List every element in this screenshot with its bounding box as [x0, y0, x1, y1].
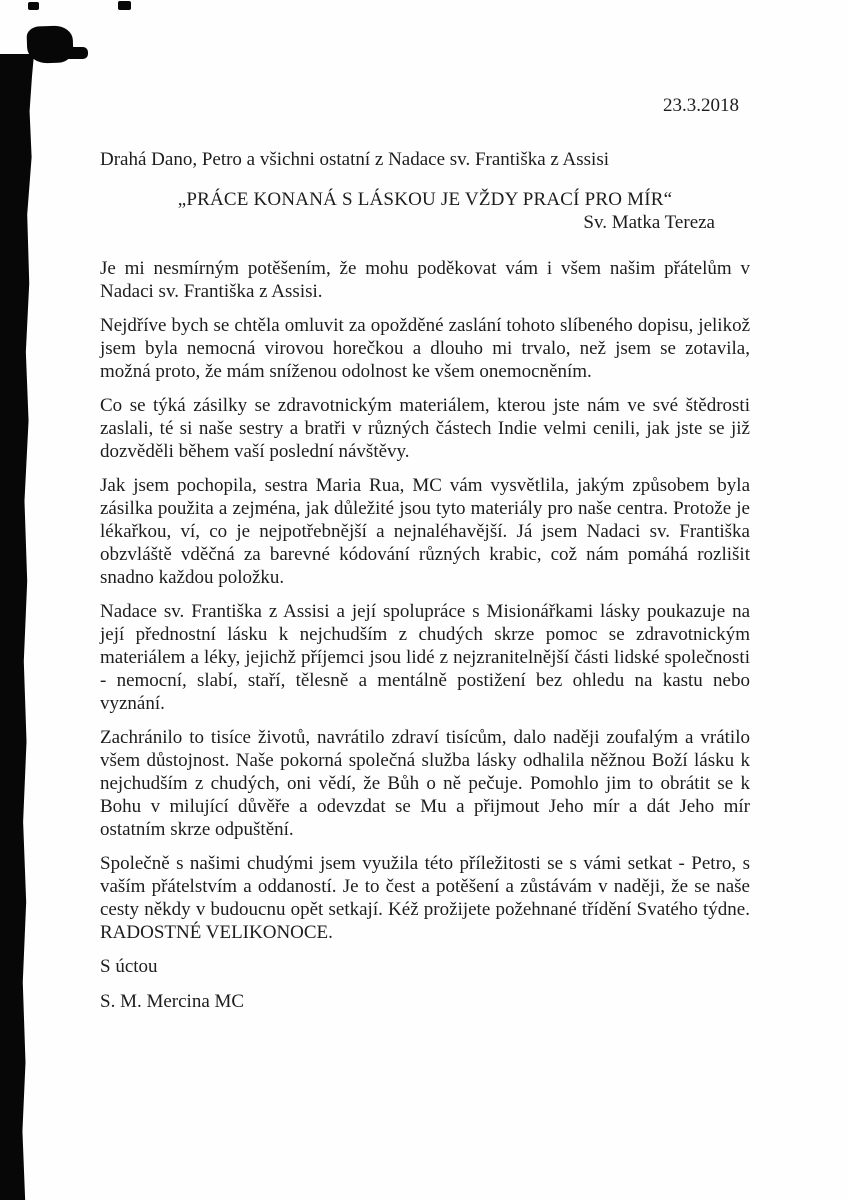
letter-signature: S. M. Mercina MC — [100, 991, 245, 1012]
scan-ink-blob — [44, 47, 88, 59]
letter-quote: „PRÁCE KONANÁ S LÁSKOU JE VŽDY PRACÍ PRO MÍR“ — [177, 189, 673, 210]
letter-paragraph-2: Nejdříve bych se chtěla omluvit za opožděné zaslání tohoto slíbeného dopisu, jelikož jsem byla nemocná virovou horečkou a dlouho mi trvalo, než jsem se zotavila, možná proto, že mám sníženou odolnost ke všem onemocněním. — [100, 315, 750, 382]
letter-paragraph-6: Zachránilo to tisíce životů, navrátilo zdraví tisícům, dalo naději zoufalým a vrátilo všem důstojnost. Naše pokorná společná služba lásky odhalila něžnou Boží lásku k nejchudším z chudých, oni vědí, že Bůh o ně pečuje. Pomohlo jim to obrátit se k Bohu v milující důvěře a odevzdat se Mu a přijmout Jeho mír a dát Jeho mír ostatním skrze odpuštění. — [100, 727, 750, 840]
letter-salutation: Drahá Dano, Petro a všichni ostatní z Nadace sv. Františka z Assisi — [100, 149, 610, 170]
letter-paragraph-3: Co se týká zásilky se zdravotnickým materiálem, kterou jste nám ve své štědrosti zaslali, té si naše sestry a bratři v různých částech Indie velmi cenili, jak jste se již dozvěděli během vaší poslední návštěvy. — [100, 395, 750, 462]
letter-paragraph-7: Společně s našimi chudými jsem využila této příležitosti se s vámi setkat - Petro, s vaším přátelstvím a oddaností. Je to čest a potěšení a zůstávám v naději, že se naše cesty někdy v budoucnu opět setkají. Kéž prožijete požehnané třídění Svatého týdne. RADOSTNÉ VELIKONOCE. — [100, 853, 750, 943]
letter-paragraph-1: Je mi nesmírným potěšením, že mohu poděkovat vám i všem našim přátelům v Nadaci sv. Františka z Assisi. — [100, 258, 750, 302]
scan-left-edge-strip — [0, 54, 34, 1200]
letter-paragraph-5: Nadace sv. Františka z Assisi a její spolupráce s Misionářkami lásky poukazuje na její přednostní lásku k nejchudším z chudých skrze pomoc se zdravotnickým materiálem a léky, jejichž příjemci jsou lidé z nejzranitelnější části lidské společnosti - nemocní, slabí, staří, tělesně a mentálně postižení bez ohledu na kastu nebo vyznání. — [100, 601, 750, 714]
letter-content — [100, 0, 750, 1013]
letter-date: 23.3.2018 — [663, 95, 739, 116]
letter-quote-attribution: Sv. Matka Tereza — [583, 212, 715, 233]
letter-body — [100, 257, 750, 944]
letter-paragraph-4: Jak jsem pochopila, sestra Maria Rua, MC vám vysvětlila, jakým způsobem byla zásilka použita a zejména, jak důležité jsou tyto materiály pro naše centra. Protože je lékařkou, ví, co je nejpotřebnější a nejnaléhavější. Já jsem Nadaci sv. Františka obzvláště vděčná za barevné kódování různých krabic, což nám pomáhá rozlišit snadno každou položku. — [100, 475, 750, 588]
scan-speck — [28, 2, 39, 10]
letter-closing: S úctou — [100, 956, 158, 977]
